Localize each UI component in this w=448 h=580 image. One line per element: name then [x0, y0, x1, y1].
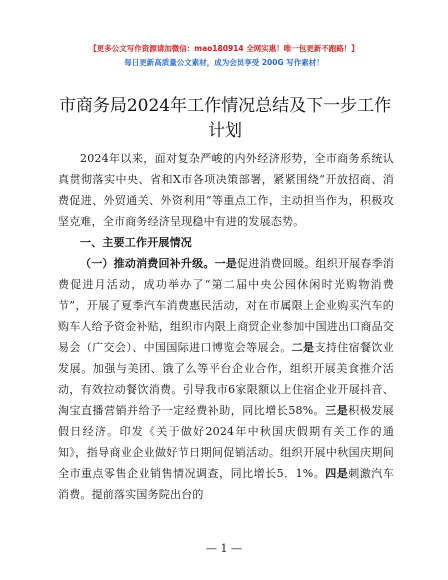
section-heading-main-work: 一、主要工作开展情况 [80, 236, 192, 249]
point-text-1: 促进消费回暖。组织开展春季消费促进月活动，成功举办了“第二届中央公园休闲时光购物消费节”，开展了夏季汽车消费惠民活动，对在市属限上企业购买汽车的购车人给予资金补贴，组织市内限上商贸企业参加中国进出口商品交易会（广交会）、中国国际进口博览会等展会。 [58, 257, 394, 354]
document-title: 市商务局2024年工作情况总结及下一步工作计划 [58, 96, 392, 141]
point-lead-1: 一是 [214, 257, 238, 270]
point-text-4: 刺激汽车消费。提前落实国务院出台的 [58, 467, 394, 501]
point-lead-2: 二是 [291, 341, 315, 354]
point-text-2: 支持住宿餐饮业发展。加强与美团、饿了么等平台企业合作，组织开展美食推介活动，有效拉动餐饮消费。引导我市6家限额以上住宿企业开展抖音、淘宝直播营销并给予一定经费补助，同比增长58%。 [58, 341, 394, 417]
document-body [58, 148, 394, 505]
intro-paragraph: 2024年以来，面对复杂严峻的内外经济形势，全市商务系统认真贯彻落实中央、省和X市各项决策部署，紧紧围绕“开放招商、消费促进、外贸通关、外资利用”等重点工作，主动担当作为，积极攻坚克难，全市商务经济呈现稳中有进的发展态势。 [58, 152, 394, 228]
point-text-3: 积极发展假日经济。印发《关于做好2024年中秋国庆假期有关工作的通知》，指导商业企业做好节日期间促销活动。组织开展中秋国庆期间全市重点零售企业销售情况调查，同比增长5．1%。 [58, 404, 394, 480]
promo-banner-line-2: 每日更新高质量公文素材，成为会员享受 200G 写作素材！ [124, 58, 324, 67]
subsection-heading-consumption: （一）推动消费回补升级。 [80, 257, 215, 270]
page-number: — 1 — [206, 542, 242, 555]
promo-banner-line-1: 【更多公文写作资源请加微信：mao180914 全网实惠！唯一包更新不跑路！】 [89, 44, 359, 53]
point-lead-3: 三是 [325, 404, 349, 417]
consumption-paragraph [58, 253, 394, 505]
point-lead-4: 四是 [325, 467, 349, 480]
